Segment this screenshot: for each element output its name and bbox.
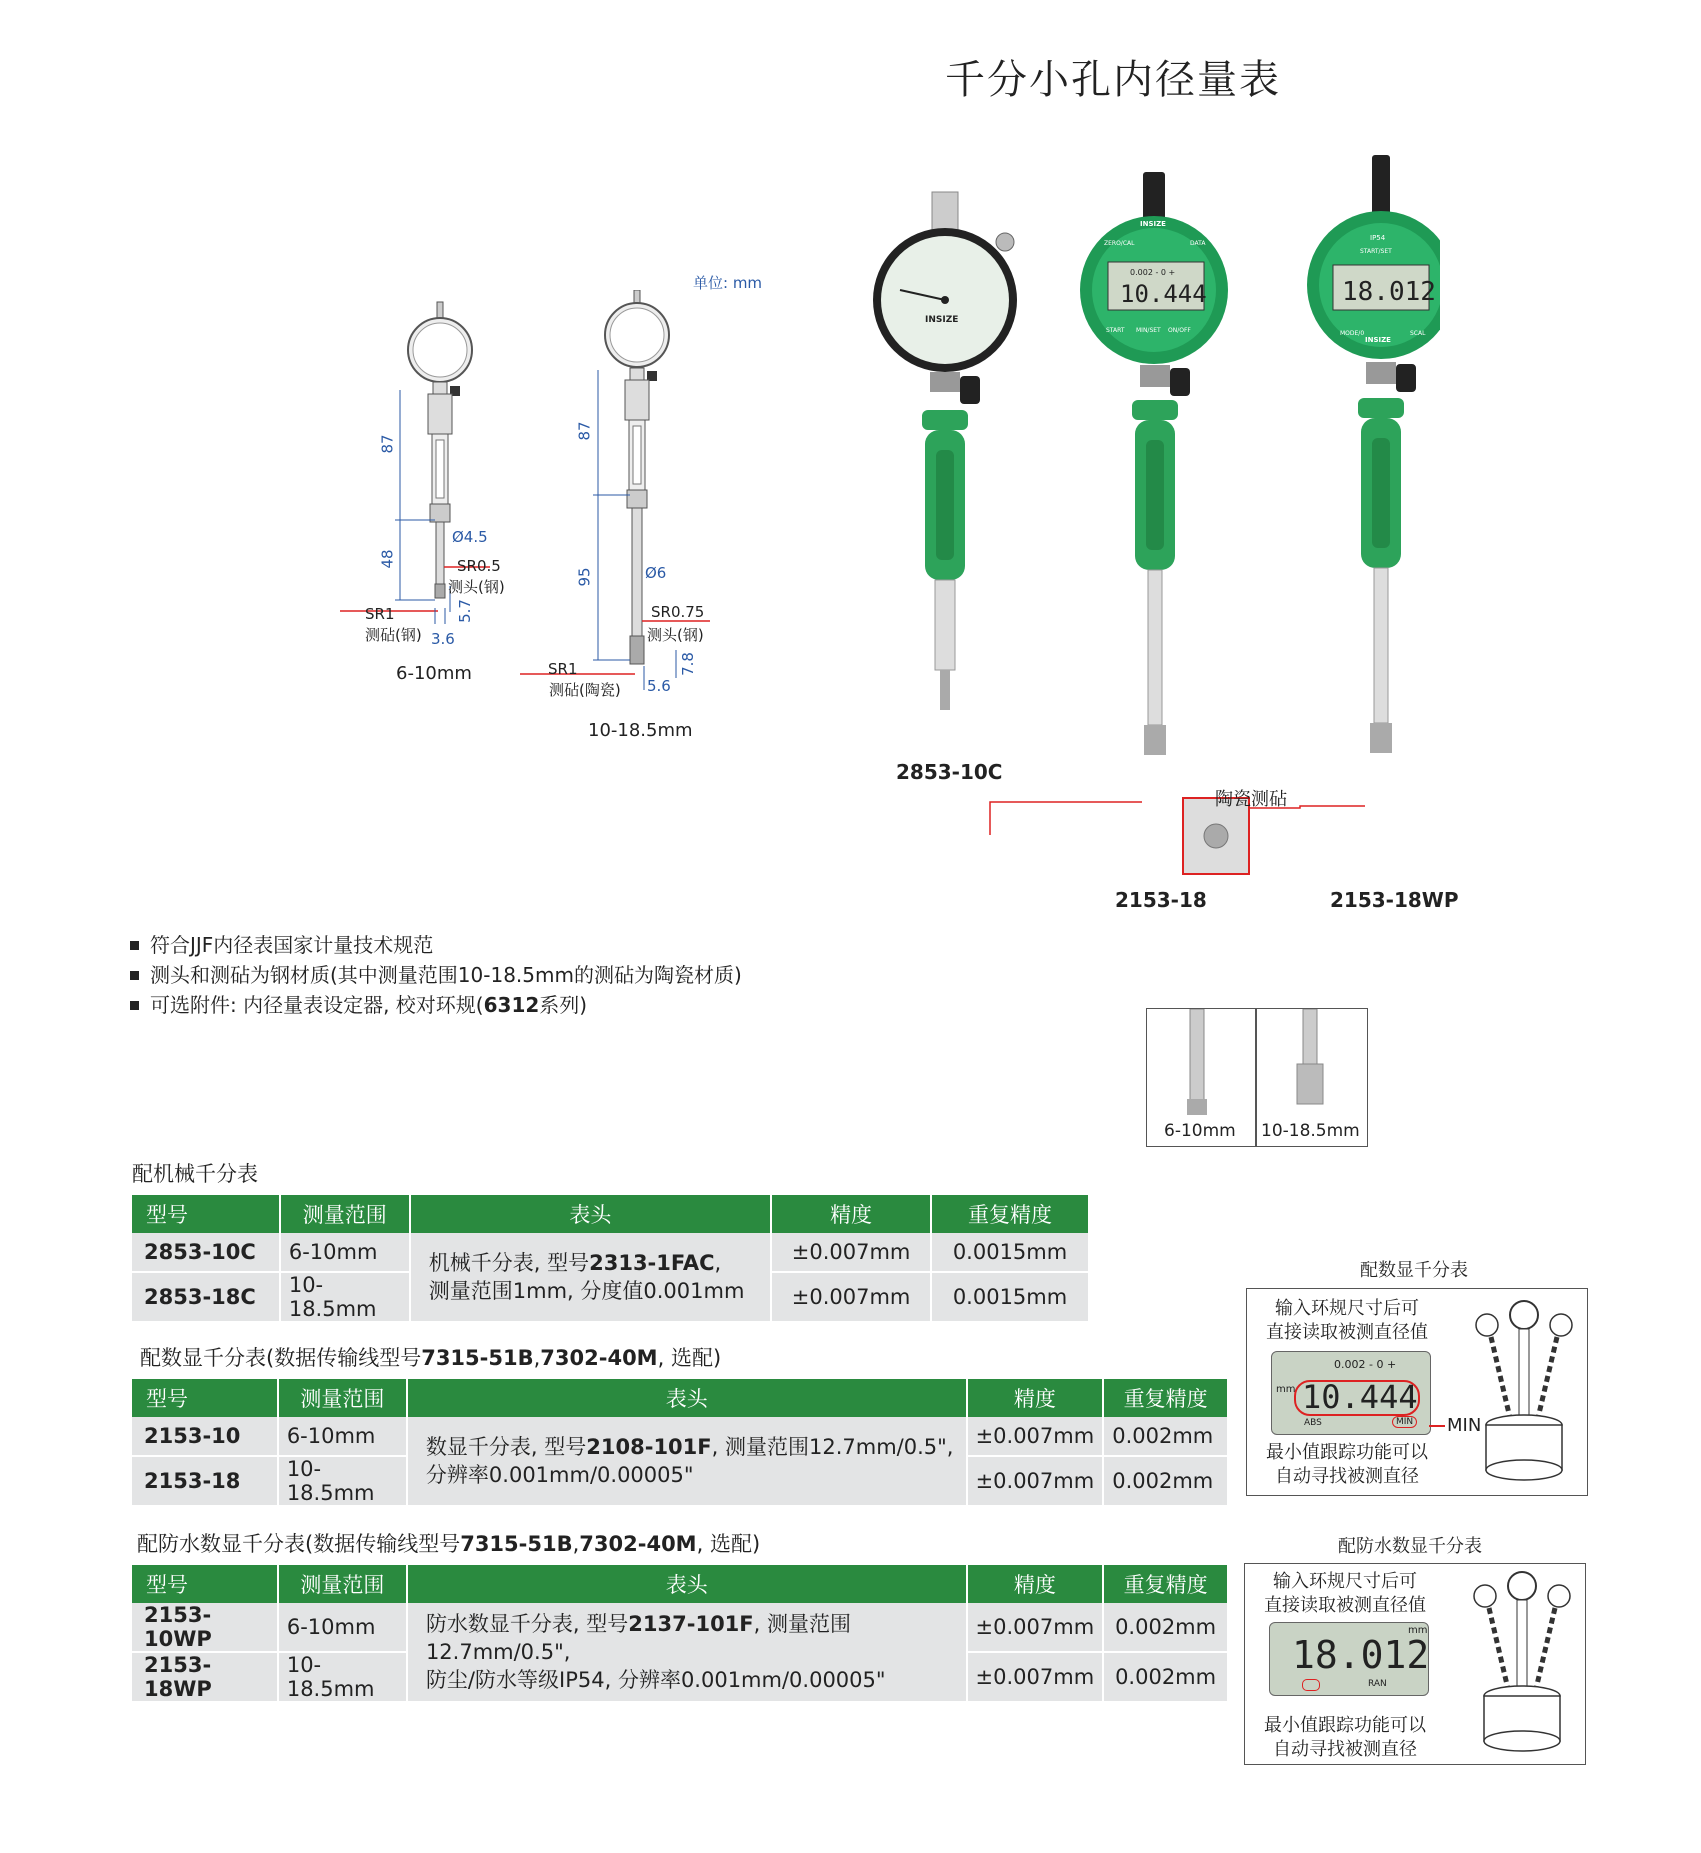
dim-56: 5.6	[647, 677, 671, 695]
col-repeatability: 重复精度	[1103, 1565, 1228, 1603]
head-note-left: 测头(钢)	[448, 578, 505, 596]
sr-anvil-right: SR1	[548, 660, 578, 678]
feature-item: 测头和测砧为钢材质(其中测量范围10-18.5mm的测砧为陶瓷材质)	[130, 960, 742, 990]
sr-anvil-left: SR1	[365, 605, 395, 623]
product-label-2153-18: 2153-18	[1115, 888, 1207, 912]
box2-top-text: 输入环规尺寸后可 直接读取被测直径值	[1264, 1571, 1426, 1616]
col-range: 测量范围	[278, 1379, 407, 1417]
feature-item: 可选附件: 内径量表设定器, 校对环规(6312系列)	[130, 990, 742, 1020]
analog-brand: INSIZE	[925, 315, 959, 325]
range-10-18-label: 10-18.5mm	[588, 720, 693, 741]
analog-gauge-photo	[873, 192, 1017, 710]
dia-left: Ø4.5	[452, 528, 488, 546]
thumb-label-6-10: 6-10mm	[1164, 1121, 1236, 1141]
ceramic-callout	[990, 798, 1365, 874]
anvil-note-left: 测砧(钢)	[365, 626, 422, 644]
info-box-waterproof	[1244, 1563, 1586, 1765]
col-range: 测量范围	[278, 1565, 407, 1603]
d2-btn-mode: MODE/0	[1340, 330, 1365, 337]
dim-87-right: 87	[575, 421, 594, 441]
d1-btn-minset: MIN/SET	[1136, 327, 1161, 334]
dim-78: 7.8	[678, 652, 697, 676]
col-indicator: 表头	[410, 1195, 771, 1233]
digital-wp-gauge-photo	[1307, 155, 1440, 753]
dim-48-left: 48	[378, 549, 397, 569]
box1-caption: 配数显千分表	[1360, 1260, 1468, 1281]
table2-caption: 配数显千分表(数据传输线型号7315-51B,7302-40M, 选配)	[140, 1346, 722, 1370]
col-model: 型号	[132, 1379, 278, 1417]
col-range: 测量范围	[280, 1195, 410, 1233]
table-digital	[132, 1379, 1229, 1507]
dim-95: 95	[575, 567, 594, 587]
d2-reading: 18.012	[1342, 277, 1436, 307]
sr-head-left: SR0.5	[457, 557, 501, 575]
dim-57: 5.7	[455, 599, 474, 623]
box1-lcd: 0.002 - 0 + mm 10.444 ABS MIN	[1271, 1351, 1431, 1435]
d1-reading: 10.444	[1120, 280, 1207, 308]
technical-drawing	[340, 290, 760, 710]
d2-brand: INSIZE	[1365, 336, 1391, 344]
digital-gauge-photo	[1080, 172, 1228, 755]
feature-list	[130, 930, 742, 1020]
d2-ip: IP54	[1370, 234, 1386, 242]
dia-right: Ø6	[645, 564, 667, 582]
box1-bottom-text: 最小值跟踪功能可以 自动寻找被测直径	[1266, 1442, 1428, 1487]
box2-bottom-text: 最小值跟踪功能可以 自动寻找被测直径	[1264, 1715, 1426, 1760]
col-model: 型号	[132, 1195, 280, 1233]
anvil-note-right: 测砧(陶瓷)	[549, 681, 621, 699]
page-title: 千分小孔内径量表	[945, 57, 1281, 103]
col-accuracy: 精度	[771, 1195, 931, 1233]
d2-btn-scal: SCAL	[1410, 330, 1426, 337]
box2-caption: 配防水数显千分表	[1338, 1536, 1482, 1557]
col-model: 型号	[132, 1565, 278, 1603]
range-6-10-label: 6-10mm	[396, 663, 472, 684]
product-label-2853-10c: 2853-10C	[896, 760, 1003, 784]
sr-head-right: SR0.75	[651, 603, 705, 621]
head-note-right: 测头(钢)	[647, 626, 704, 644]
d1-sub: 0.002 - 0 +	[1130, 268, 1176, 277]
col-indicator: 表头	[407, 1565, 967, 1603]
probe-thumbnails	[1146, 1008, 1368, 1147]
table-header-row	[132, 1379, 1228, 1417]
d1-btn-data: DATA	[1190, 240, 1206, 247]
unit-label: 单位: mm	[693, 274, 763, 292]
table-row: 2153-18WP 10-18.5mm ±0.007mm 0.002mm	[132, 1652, 1228, 1702]
feature-item: 符合JJF内径表国家计量技术规范	[130, 930, 742, 960]
box1-top-text: 输入环规尺寸后可 直接读取被测直径值	[1266, 1298, 1428, 1343]
indicator-description: 数显千分表, 型号2108-101F, 测量范围12.7mm/0.5", 分辨率0.001mm/0.00005"	[407, 1417, 967, 1506]
info-box-digital	[1246, 1288, 1588, 1496]
product-label-2153-18wp: 2153-18WP	[1330, 888, 1459, 912]
ceramic-anvil-label: 陶瓷测砧	[1215, 789, 1287, 810]
table3-caption: 配防水数显千分表(数据传输线型号7315-51B,7302-40M, 选配)	[137, 1532, 761, 1556]
col-accuracy: 精度	[967, 1379, 1104, 1417]
thumb-label-10-18: 10-18.5mm	[1261, 1121, 1360, 1141]
indicator-description: 机械千分表, 型号2313-1FAC, 测量范围1mm, 分度值0.001mm	[410, 1233, 771, 1322]
table1-caption: 配机械千分表	[132, 1162, 258, 1186]
col-accuracy: 精度	[967, 1565, 1104, 1603]
ring-gauge-illustration	[1469, 1295, 1579, 1485]
col-repeatability: 重复精度	[1103, 1379, 1228, 1417]
dim-36: 3.6	[431, 630, 455, 648]
ring-gauge-illustration	[1467, 1566, 1577, 1756]
table-row: 2153-10 6-10mm 数显千分表, 型号2108-101F, 测量范围12.7mm/0.5", 分辨率0.001mm/0.00005" ±0.007mm 0.002mm	[132, 1417, 1228, 1456]
d1-btn-start: START	[1106, 327, 1125, 334]
table-row: 2153-10WP 6-10mm 防水数显千分表, 型号2137-101F, 测量范围12.7mm/0.5", 防尘/防水等级IP54, 分辨率0.001mm/0.00005" ±0.007mm 0.002mm	[132, 1603, 1228, 1652]
col-indicator: 表头	[407, 1379, 967, 1417]
table-waterproof	[132, 1565, 1229, 1703]
d2-btn-start: START/SET	[1360, 248, 1392, 255]
table-header-row	[132, 1565, 1228, 1603]
d1-btn-onoff: ON/OFF	[1168, 327, 1191, 334]
box2-lcd: mm 18.012 RAN	[1269, 1622, 1429, 1696]
col-repeatability: 重复精度	[931, 1195, 1089, 1233]
min-label: MIN	[1447, 1415, 1482, 1436]
table-row: 2853-10C 6-10mm 机械千分表, 型号2313-1FAC, 测量范围1mm, 分度值0.001mm ±0.007mm 0.0015mm	[132, 1233, 1089, 1272]
dim-87-left: 87	[378, 434, 397, 454]
d1-brand: INSIZE	[1140, 220, 1166, 228]
d1-btn-zero: ZERO/CAL	[1104, 240, 1135, 247]
table-row: 2153-18 10-18.5mm ±0.007mm 0.002mm	[132, 1456, 1228, 1506]
table-row: 2853-18C 10-18.5mm ±0.007mm 0.0015mm	[132, 1272, 1089, 1322]
table-header-row	[132, 1195, 1089, 1233]
table-mechanical	[132, 1195, 1090, 1323]
indicator-description: 防水数显千分表, 型号2137-101F, 测量范围12.7mm/0.5", 防尘/防水等级IP54, 分辨率0.001mm/0.00005"	[407, 1603, 967, 1702]
